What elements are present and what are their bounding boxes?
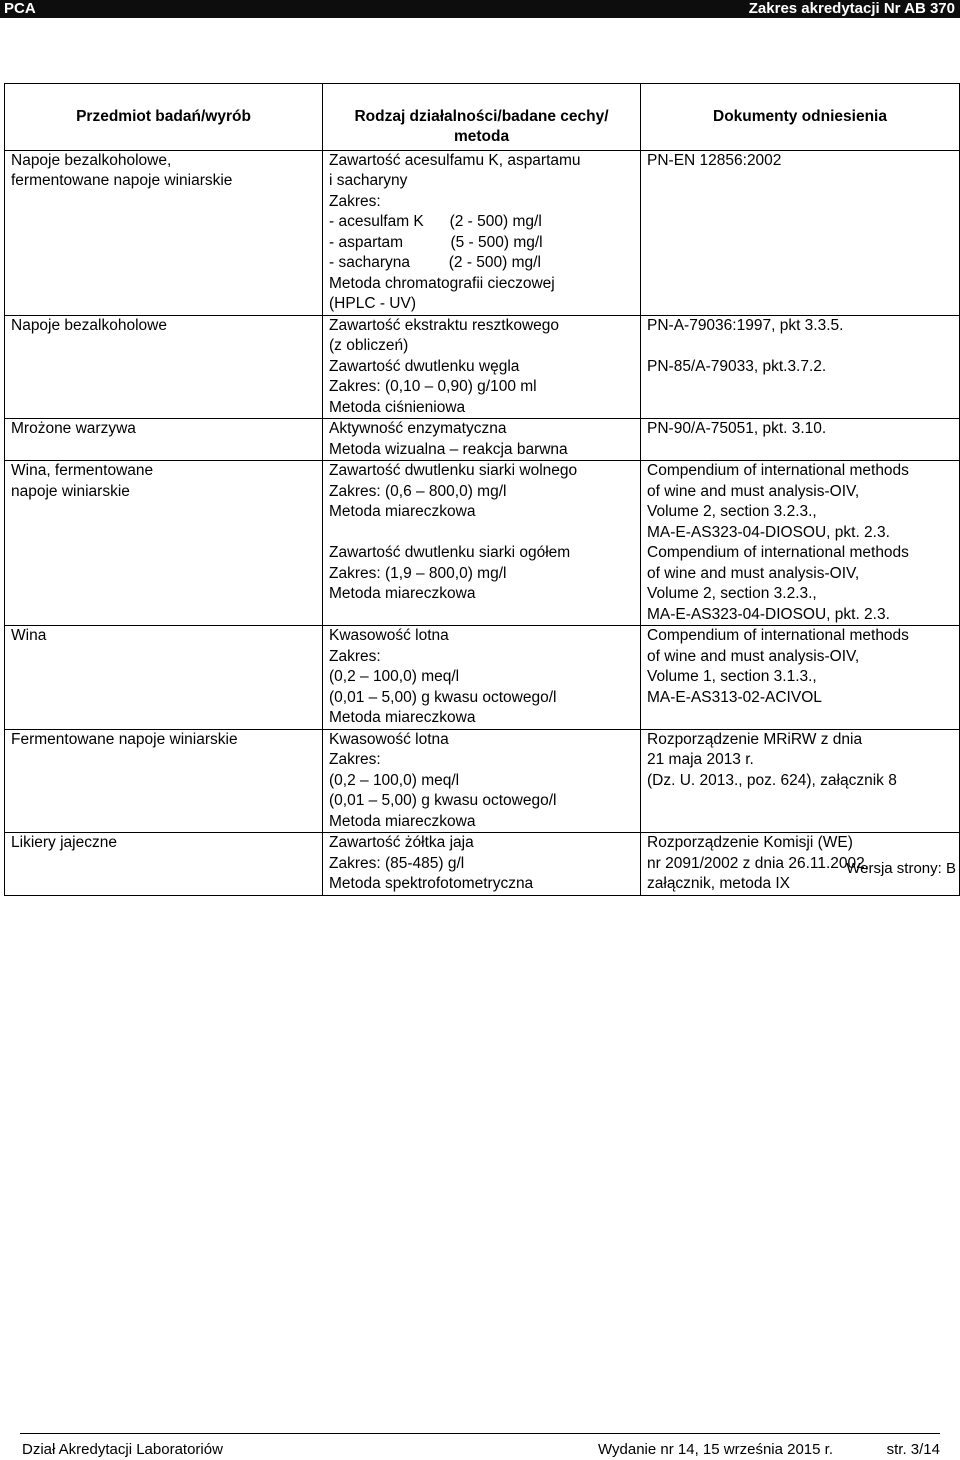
cell-line: Metoda wizualna – reakcja barwna bbox=[329, 440, 568, 458]
cell-line: 21 maja 2013 r. bbox=[647, 751, 754, 768]
cell-line: fermentowane napoje winiarskie bbox=[11, 172, 233, 189]
table-row bbox=[5, 461, 960, 626]
cell-line: Zawartość acesulfamu K, aspartamu bbox=[329, 151, 581, 169]
column-header-method bbox=[323, 84, 641, 151]
column-header-product bbox=[5, 84, 323, 151]
cell-line: Aktywność enzymatyczna bbox=[329, 420, 507, 437]
cell-product bbox=[5, 461, 323, 626]
cell-line: Zawartość ekstraktu resztkowego bbox=[329, 316, 560, 334]
cell-line: Metoda chromatografii cieczowej bbox=[329, 274, 555, 292]
cell-line: MA-E-AS323-04-DIOSOU, pkt. 2.3. bbox=[647, 523, 890, 541]
cell-line: Metoda miareczkowa bbox=[329, 585, 476, 602]
cell-line: Metoda miareczkowa bbox=[329, 709, 476, 726]
cell-line: MA-E-AS323-04-DIOSOU, pkt. 2.3. bbox=[647, 605, 890, 623]
cell-line: (0,2 – 100,0) meq/l bbox=[329, 668, 460, 685]
cell-docs bbox=[641, 315, 960, 419]
cell-line: PN-90/A-75051, pkt. 3.10. bbox=[647, 420, 827, 437]
cell-docs bbox=[641, 729, 960, 833]
cell-line: (HPLC - UV) bbox=[329, 295, 416, 312]
column-header-label: Przedmiot badań/wyrób bbox=[76, 107, 251, 125]
cell-line: Napoje bezalkoholowe bbox=[11, 316, 167, 334]
cell-line: - acesulfam K (2 - 500) mg/l bbox=[329, 213, 542, 230]
page-header bbox=[0, 0, 960, 18]
cell-line: - sacharyna (2 - 500) mg/l bbox=[329, 254, 541, 271]
cell-docs bbox=[641, 461, 960, 626]
column-header-label: Rodzaj działalności/badane cechy/ metoda bbox=[354, 107, 609, 145]
cell-docs bbox=[641, 150, 960, 315]
cell-product bbox=[5, 626, 323, 730]
cell-product bbox=[5, 315, 323, 419]
cell-line: Zawartość żółtka jaja bbox=[329, 834, 474, 851]
cell-line: Metoda miareczkowa bbox=[329, 503, 476, 520]
cell-line: Zakres: (85-485) g/l bbox=[329, 854, 465, 872]
cell-product bbox=[5, 729, 323, 833]
cell-line: Volume 2, section 3.2.3., bbox=[647, 503, 817, 520]
cell-line: Rozporządzenie Komisji (WE) bbox=[647, 834, 853, 851]
table-header-row bbox=[5, 84, 960, 151]
cell-line: (0,2 – 100,0) meq/l bbox=[329, 771, 460, 789]
cell-line: Wina bbox=[11, 627, 47, 644]
header-right: Zakres akredytacji Nr AB 370 bbox=[748, 0, 955, 17]
cell-line: Compendium of international methods bbox=[647, 627, 909, 644]
table-row bbox=[5, 419, 960, 461]
cell-line: Volume 1, section 3.1.3., bbox=[647, 668, 817, 685]
table-row bbox=[5, 729, 960, 833]
cell-line: napoje winiarskie bbox=[11, 482, 130, 500]
cell-line: PN-EN 12856:2002 bbox=[647, 151, 782, 169]
table-row bbox=[5, 315, 960, 419]
cell-line: (z obliczeń) bbox=[329, 337, 409, 354]
cell-method bbox=[323, 833, 641, 896]
cell-method bbox=[323, 150, 641, 315]
cell-method bbox=[323, 626, 641, 730]
page-footer bbox=[20, 1433, 940, 1460]
table-row bbox=[5, 833, 960, 896]
cell-line: Zakres: (0,6 – 800,0) mg/l bbox=[329, 482, 507, 500]
table-row bbox=[5, 150, 960, 315]
cell-line: Zakres: bbox=[329, 192, 381, 210]
footer-page-number: str. 3/14 bbox=[886, 1441, 940, 1458]
cell-line: Kwasowość lotna bbox=[329, 627, 449, 644]
footer-edition: Wydanie nr 14, 15 września 2015 r. bbox=[598, 1441, 833, 1458]
cell-method bbox=[323, 419, 641, 461]
cell-line: PN-85/A-79033, pkt.3.7.2. bbox=[647, 357, 827, 375]
cell-line: (Dz. U. 2013., poz. 624), załącznik 8 bbox=[647, 771, 897, 789]
cell-line: Volume 2, section 3.2.3., bbox=[647, 585, 817, 602]
cell-line: of wine and must analysis-OIV, bbox=[647, 647, 860, 665]
cell-line: Zakres: (1,9 – 800,0) mg/l bbox=[329, 564, 507, 582]
cell-line: Zakres: (0,10 – 0,90) g/100 ml bbox=[329, 378, 537, 395]
cell-line: Metoda spektrofotometryczna bbox=[329, 875, 534, 892]
cell-line: Likiery jajeczne bbox=[11, 834, 117, 851]
cell-docs bbox=[641, 626, 960, 730]
cell-line: PN-A-79036:1997, pkt 3.3.5. bbox=[647, 316, 844, 334]
column-header-label: Dokumenty odniesienia bbox=[713, 107, 887, 125]
accreditation-table bbox=[4, 83, 960, 896]
cell-line: Compendium of international methods bbox=[647, 544, 909, 561]
cell-line: i sacharyny bbox=[329, 172, 408, 189]
cell-product bbox=[5, 150, 323, 315]
cell-line: - aspartam (5 - 500) mg/l bbox=[329, 233, 543, 251]
cell-line: Zakres: bbox=[329, 751, 381, 768]
footer-department: Dział Akredytacji Laboratoriów bbox=[22, 1441, 223, 1458]
table-row bbox=[5, 626, 960, 730]
cell-line: Compendium of international methods bbox=[647, 462, 909, 479]
cell-line: Fermentowane napoje winiarskie bbox=[11, 730, 238, 748]
cell-line bbox=[329, 523, 640, 544]
cell-line: Zawartość dwutlenku siarki wolnego bbox=[329, 462, 578, 479]
cell-line: of wine and must analysis-OIV, bbox=[647, 564, 860, 582]
cell-line: załącznik, metoda IX bbox=[647, 875, 791, 892]
cell-line: Kwasowość lotna bbox=[329, 730, 449, 748]
cell-method bbox=[323, 461, 641, 626]
cell-line: Metoda miareczkowa bbox=[329, 812, 476, 830]
cell-line: Rozporządzenie MRiRW z dnia bbox=[647, 730, 863, 748]
cell-docs bbox=[641, 419, 960, 461]
cell-method bbox=[323, 729, 641, 833]
column-header-docs bbox=[641, 84, 960, 151]
cell-line: of wine and must analysis-OIV, bbox=[647, 482, 860, 500]
cell-method bbox=[323, 315, 641, 419]
cell-product bbox=[5, 419, 323, 461]
cell-line bbox=[647, 336, 959, 357]
cell-line: MA-E-AS313-02-ACIVOL bbox=[647, 688, 822, 706]
cell-line: Zawartość dwutlenku siarki ogółem bbox=[329, 544, 571, 561]
cell-line: Metoda ciśnieniowa bbox=[329, 398, 466, 416]
cell-line: (0,01 – 5,00) g kwasu octowego/l bbox=[329, 792, 557, 809]
page-version: Wersja strony: B bbox=[846, 860, 956, 877]
cell-line: (0,01 – 5,00) g kwasu octowego/l bbox=[329, 688, 557, 706]
header-left: PCA bbox=[4, 0, 36, 17]
cell-line: Zakres: bbox=[329, 647, 381, 665]
table-body bbox=[5, 150, 960, 895]
cell-line: nr 2091/2002 z dnia 26.11.2002, bbox=[647, 854, 870, 872]
cell-product bbox=[5, 833, 323, 896]
cell-line: Napoje bezalkoholowe, bbox=[11, 151, 172, 169]
cell-line: Zawartość dwutlenku węgla bbox=[329, 357, 520, 375]
cell-line: Mrożone warzywa bbox=[11, 420, 136, 437]
cell-line: Wina, fermentowane bbox=[11, 462, 154, 479]
